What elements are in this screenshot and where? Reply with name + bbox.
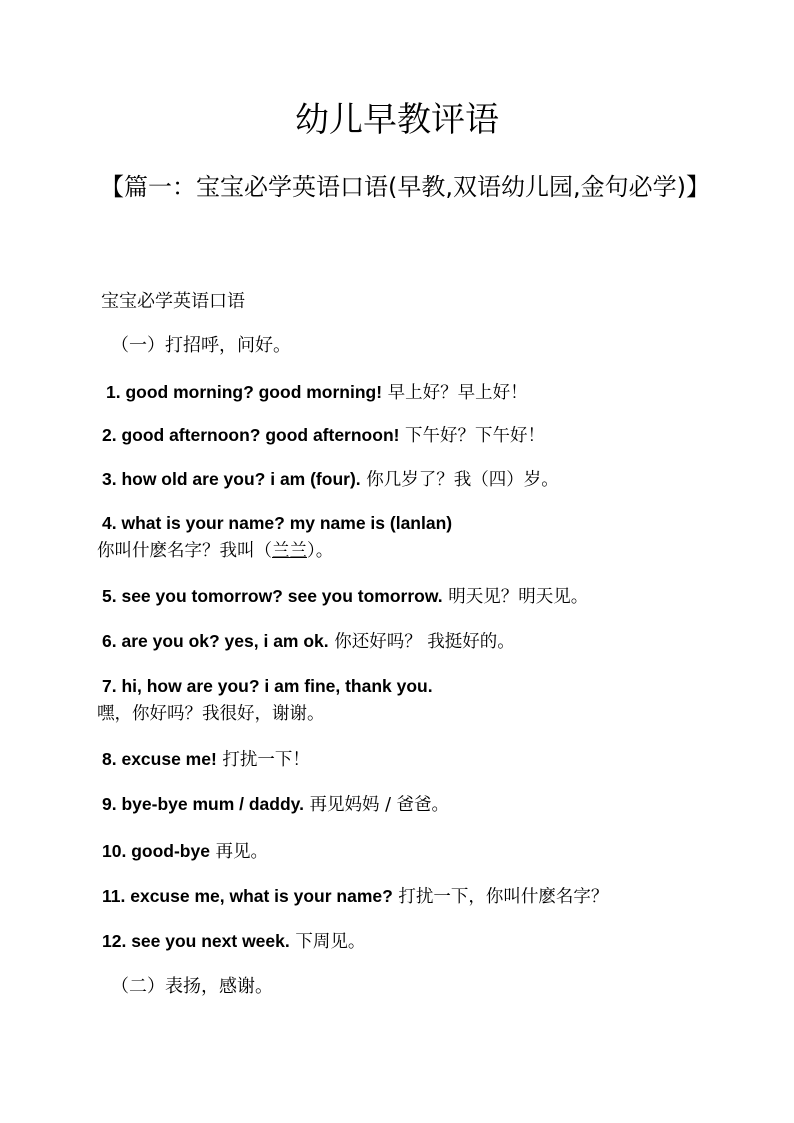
phrase-chinese: 打扰一下！ [216, 750, 310, 770]
phrase-item-9 [102, 791, 449, 818]
phrase-english: 7. hi, how are you? i am fine, thank you. [102, 676, 433, 696]
phrase-english: 8. excuse me! [102, 749, 217, 769]
phrase-chinese-suffix: ）。 [307, 541, 334, 561]
phrase-chinese: 你几岁了？我（四）岁。 [360, 470, 559, 490]
phrase-item-3 [102, 466, 559, 493]
document-title: 幼儿早教评语 [295, 100, 499, 140]
phrase-item-2 [102, 422, 545, 449]
phrase-chinese: 再见。 [209, 842, 269, 862]
phrase-chinese: 下午好？下午好！ [399, 426, 546, 446]
phrase-chinese: 你还好吗？ 我挺好的。 [328, 632, 515, 652]
phrase-english: 2. good afternoon? good afternoon! [102, 425, 400, 445]
phrase-chinese: 嘿，你好吗？我很好，谢谢。 [97, 704, 325, 724]
phrase-english: 4. what is your name? my name is (lanlan) [102, 513, 453, 533]
phrase-item-12 [102, 928, 365, 955]
document-subtitle: 【篇一：宝宝必学英语口语(早教,双语幼儿园,金句必学)】 [100, 173, 710, 201]
phrase-item-8 [102, 746, 310, 773]
phrase-chinese: 再见妈妈 / 爸爸。 [303, 795, 450, 815]
phrase-english: 3. how old are you? i am (four). [102, 469, 361, 489]
phrase-english: 9. bye-bye mum / daddy. [102, 794, 304, 814]
phrase-english: 10. good-bye [102, 841, 210, 861]
phrase-chinese: 下周见。 [289, 932, 366, 952]
phrase-chinese: 打扰一下，你叫什麽名字？ [392, 887, 609, 907]
phrase-english: 1. good morning? good morning! [106, 382, 383, 402]
phrase-item-11 [102, 883, 608, 910]
phrase-item-7 [97, 673, 433, 724]
subsection-heading-greetings: （一）打招呼，问好。 [111, 335, 291, 356]
phrase-chinese: 明天见？明天见。 [442, 587, 589, 607]
phrase-chinese-underlined-name: 兰兰 [272, 541, 307, 561]
phrase-english: 11. excuse me, what is your name? [102, 886, 393, 906]
phrase-item-1 [106, 379, 528, 406]
phrase-chinese: 早上好？早上好！ [382, 383, 528, 403]
phrase-item-10 [102, 838, 268, 865]
subsection-heading-praise: （二）表扬，感谢。 [111, 976, 273, 997]
phrase-chinese-prefix: 你叫什麽名字？我叫（ [97, 541, 272, 561]
phrase-english: 6. are you ok? yes, i am ok. [102, 631, 329, 651]
phrase-chinese [97, 538, 333, 564]
phrase-english: 12. see you next week. [102, 931, 290, 951]
phrase-item-5 [102, 583, 588, 610]
section-heading: 宝宝必学英语口语 [101, 291, 245, 312]
phrase-english: 5. see you tomorrow? see you tomorrow. [102, 586, 443, 606]
phrase-item-4 [97, 510, 453, 561]
phrase-item-6 [102, 628, 515, 655]
